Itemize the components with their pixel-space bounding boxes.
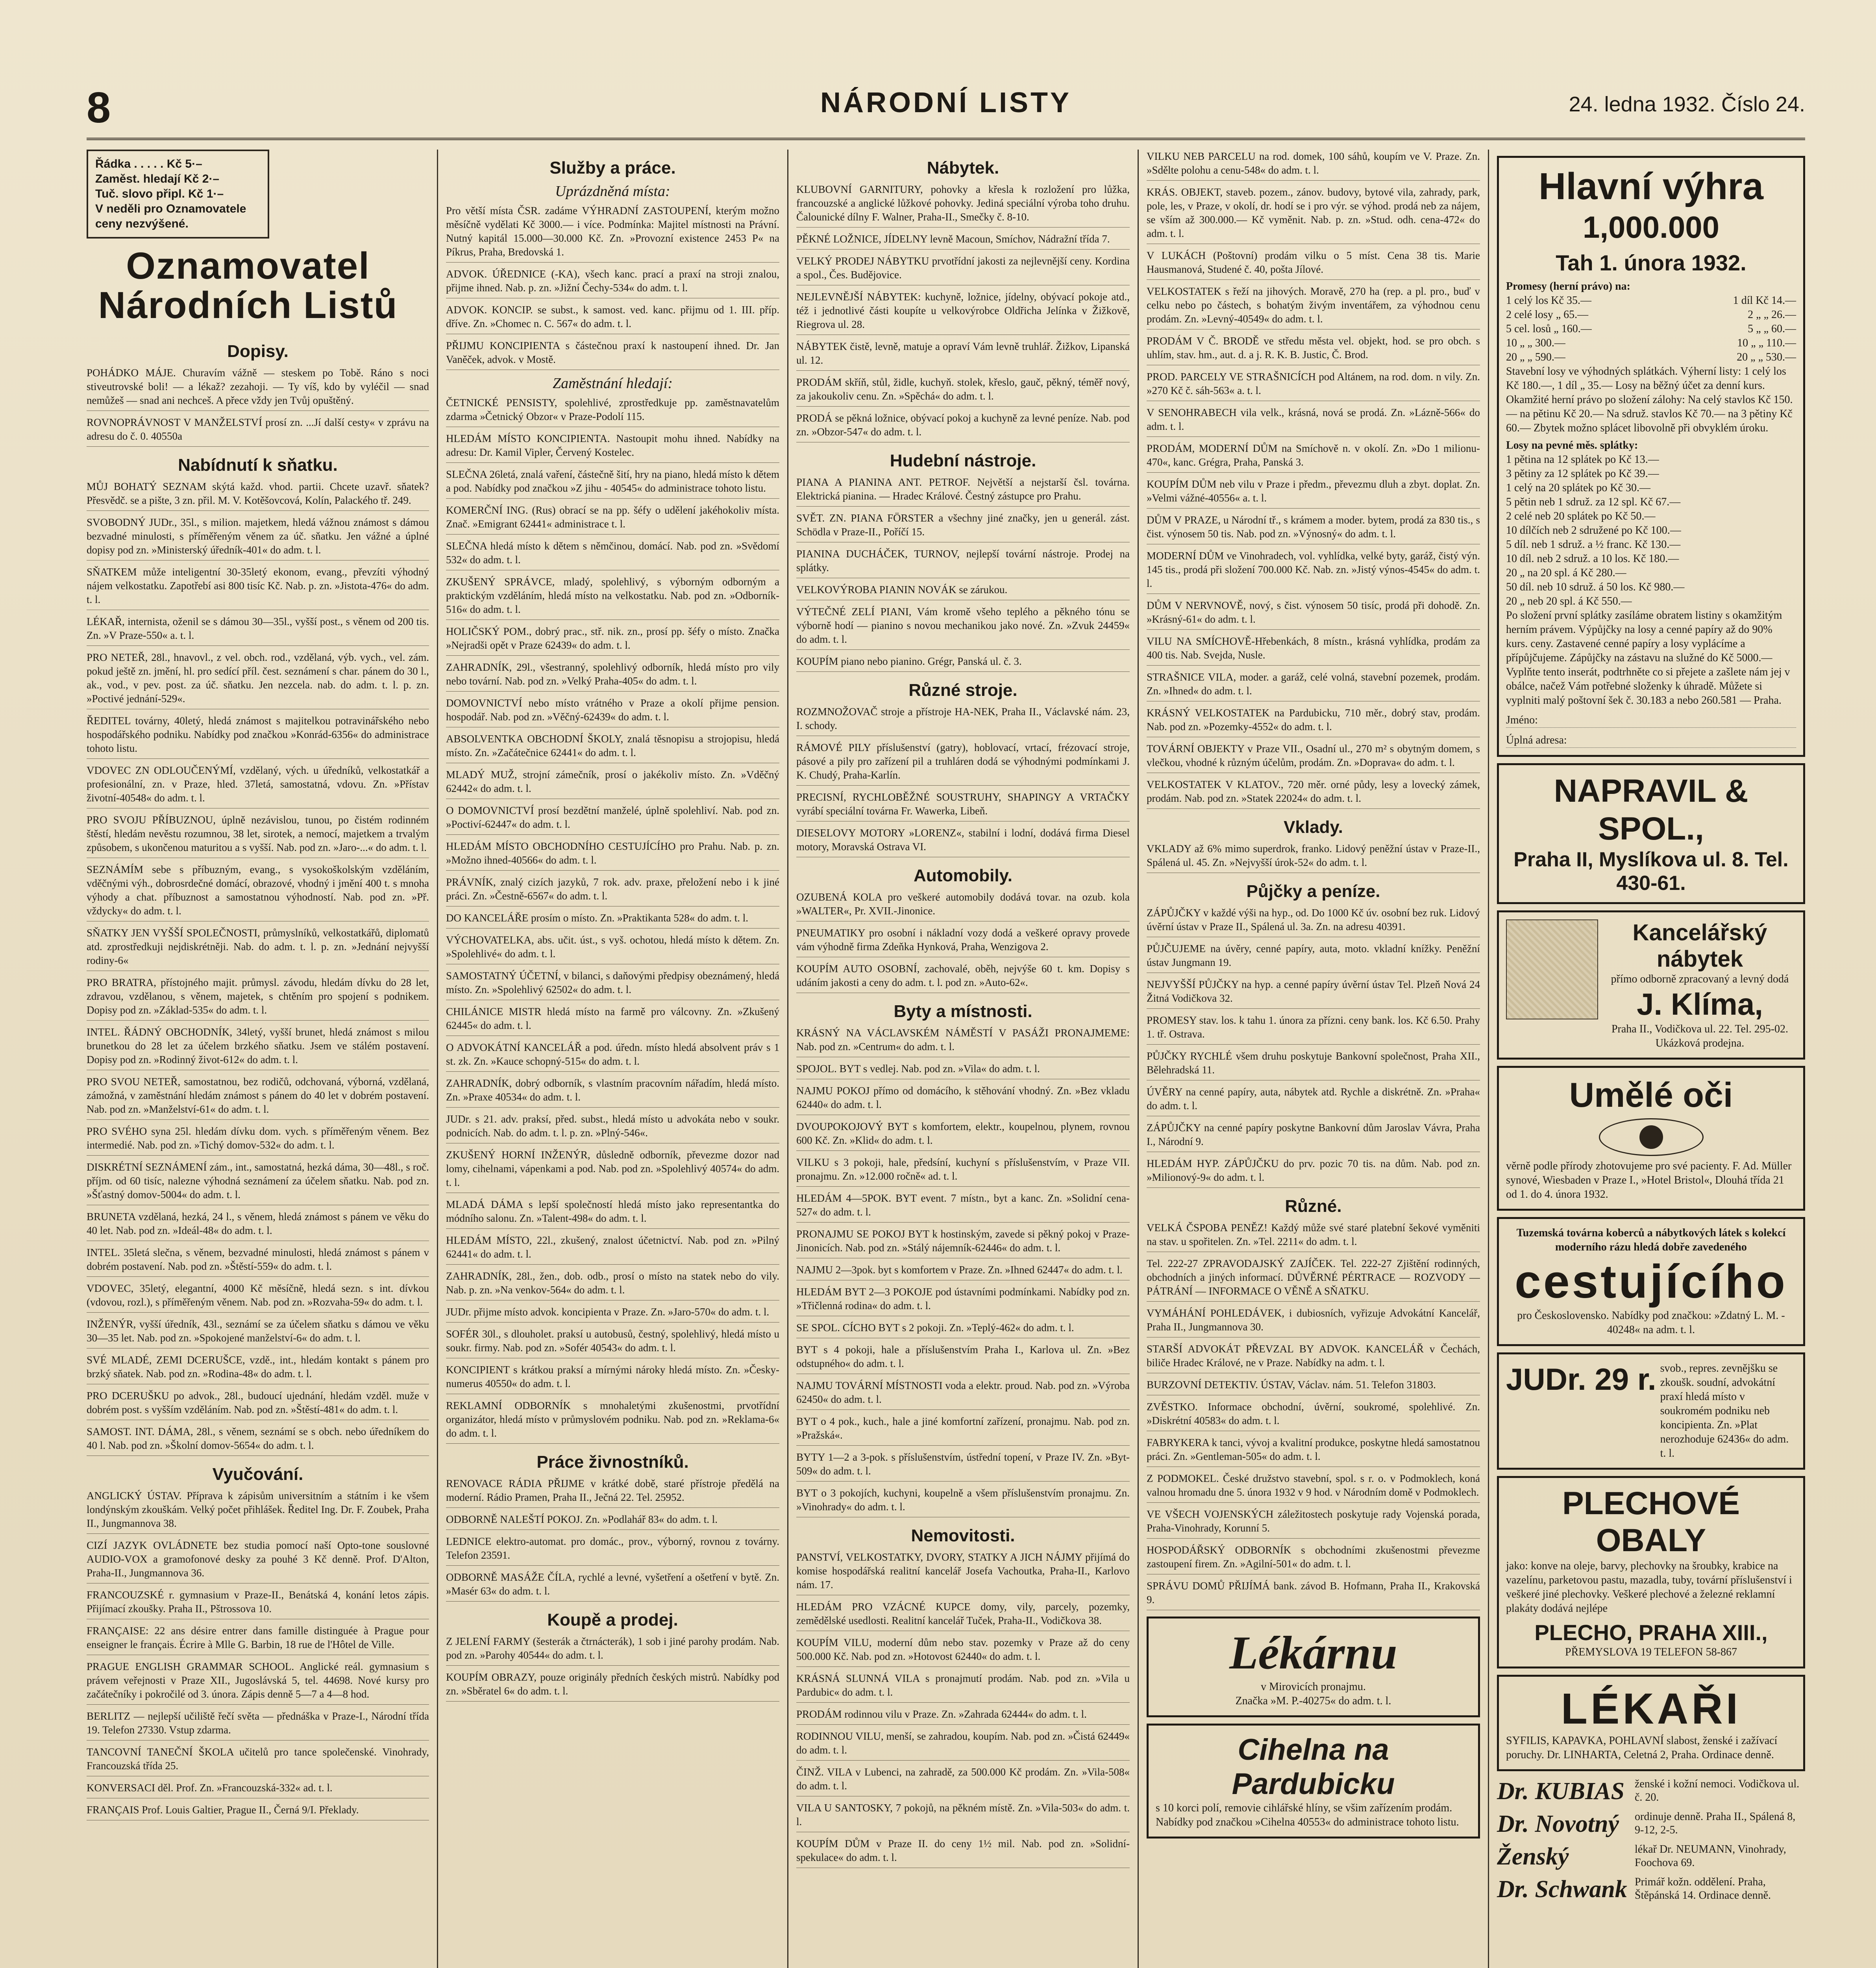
classified-ad: SLEČNA 26letá, znalá vaření, částečně šití, hry na piano, hledá místo k dětem a pod. Nabídky pod značkou »Z jihu - 40545« do administrace tohoto listu. <box>446 468 779 499</box>
ads-byty <box>796 1026 1130 1517</box>
section-title-line: Národních Listů <box>98 284 398 326</box>
ads-vklady <box>1147 842 1480 873</box>
classified-ad: VELKOSTATEK s řeží na jihových. Moravě, 270 ha (rep. a pl. pro., buď v celku nebo po částech, s bohatým živým inventářem, za výhodnou cenu prodám. Zn. »Levný-40549« do adm. t. l. <box>1147 285 1480 329</box>
promesy-cell: 10 „ „ 300.— <box>1506 337 1565 349</box>
promesy-cell: 2 „ „ 26.— <box>1748 309 1796 321</box>
classified-ad: ROZMNOŽOVAČ stroje a přístroje HA-NEK, Praha II., Václavské nám. 23, I. schody. <box>796 705 1130 736</box>
classified-ad: PRO SVOU NETEŘ, samostatnou, bez rodičů, odchovaná, výborná, vzdělaná, zámožná, v zaměstnání hledám známost s pánem do 40 let v dobrém postavení. Nab. pod zn. »Manželství-61« do adm. t. l. <box>87 1075 429 1120</box>
cestujiciho-tail: pro Československo. Nabídky pod značkou: »Zdatný L. M. - 40248« na adm. t. l. <box>1517 1310 1785 1336</box>
promesy-row <box>1506 322 1796 336</box>
classified-ad: ANGLICKÝ ÚSTAV. Příprava k zápisům universitním a státním i ke všem londýnským zkouškám. Velký počet přihlášek. Ředitel Ing. Dr. F. Zoubek, Praha II., Jungmannova 38. <box>87 1489 429 1534</box>
promesy-cell: 20 „ „ 590.— <box>1506 351 1565 363</box>
classified-ad: FRANÇAIS Prof. Louis Galtier, Prague II., Černá 9/I. Překlady. <box>87 1803 429 1820</box>
classified-ad: PIANINA DUCHÁČEK, TURNOV, nejlepší tovární nástroje. Prodej na splátky. <box>796 547 1130 578</box>
lekari-title: LÉKAŘI <box>1561 1685 1741 1733</box>
lekarna-line: Značka »M. P.-40275« do adm. t. l. <box>1235 1695 1391 1707</box>
classified-ad: ÚVĚRY na cenné papíry, auta, nábytek atd. Rychle a diskrétně. Zn. »Praha« do adm. t. l. <box>1147 1085 1480 1116</box>
classified-ad: VILKU s 3 pokoji, hale, předsíní, kuchyní s příslušenstvím, v Praze VII. pronajmu. Zn. »12.000 ročně« ad. t. l. <box>796 1156 1130 1187</box>
classified-ad: TOVÁRNÍ OBJEKTY v Praze VII., Osadní ul., 270 m² s obytným domem, s vlečkou, vhodné k různým účelům, prodám. Zn. »Doprava« do adm. t. l. <box>1147 742 1480 773</box>
classified-ad: PRECISNÍ, RYCHLOBĚŽNÉ SOUSTRUHY, SHAPINGY A VRTAČKY vyrábí speciální továrna Fr. Wawerka, Libeň. <box>796 790 1130 821</box>
classified-ad: KOUPÍM OBRAZY, pouze originály předních českých mistrů. Nabídky pod zn. »Sběratel 6« do adm. t. l. <box>446 1670 779 1702</box>
plech-ad <box>1497 1476 1805 1668</box>
heading-ruzne: Různé. <box>1285 1197 1342 1216</box>
ads-zivnost <box>446 1477 779 1602</box>
promesy-cell: 1 díl Kč 14.— <box>1733 294 1796 307</box>
classified-ad: ODBORNĚ NALEŠTÍ POKOJ. Zn. »Podlahář 83« do adm. t. l. <box>446 1513 779 1530</box>
classified-ad: RÁMOVÉ PILY příslušenství (gatry), hoblovací, vrtací, frézovací stroje, pásové a pily pro zařízení pil a truhláren dodá se výhodnými podmínkami J. K. Chudý, Praha-Karlín. <box>796 741 1130 786</box>
classified-ad: VÝCHOVATELKA, abs. učit. úst., s vyš. ochotou, hledá místo k dětem. Zn. »Spolehlivé« do adm. t. l. <box>446 933 779 964</box>
classified-ad: KONVERSACI děl. Prof. Zn. »Francouzská-332« ad. t. l. <box>87 1781 429 1798</box>
ads-nabytek <box>796 183 1130 442</box>
lekari-text: SYFILIS, KAPAVKA, POHLAVNÍ slabost, ženské i zažívací poruchy. Dr. LINHARTA, Celetná 2, Praha. Ordinace denně. <box>1506 1735 1778 1761</box>
cihelna-text: s 10 korci polí, removie cihlářské hlíny, se všim zařízením prodám. Nabídky pod značkou »Cihelna 40553« do administrace tohoto listu. <box>1156 1802 1459 1828</box>
promesy-row <box>1506 294 1796 308</box>
classified-ad: DO KANCELÁŘE prosím o místo. Zn. »Praktikanta 528« do adm. t. l. <box>446 911 779 929</box>
classified-ad: KOUPÍM DŮM neb vilu v Praze i předm., převezmu dluh a zbyt. doplat. Zn. »Velmi vážné-40556« a. t. l. <box>1147 477 1480 509</box>
umele-text: věrně podle přírody zhotovujeme pro své pacienty. F. Ad. Müller synové, Wiesbaden v Praze I., »Hotel Bristol«, Dlouhá třída 21 od 1. do 4. února 1932. <box>1506 1160 1792 1200</box>
ads-automobily <box>796 890 1130 993</box>
ads-dopisy <box>87 366 429 447</box>
classified-ad: INŽENÝR, vyšší úředník, 43l., seznámí se za účelem sňatku s dámou ve věku 30—35 let. Nab. pod zn. »Spokojené manželství-6« do adm. t. l. <box>87 1317 429 1348</box>
classified-ad: PRAGUE ENGLISH GRAMMAR SCHOOL. Anglické reál. gymnasium s právem veřejnosti v Praze XII., Jugoslávská 5, tel. 44698. Nové kursy pro začátečníky i pokročilé od 3. února. Zápis denně 5—7 a 4—8 hod. <box>87 1660 429 1705</box>
column-5 <box>1488 150 1805 1968</box>
cihelna-title: Cihelna na Pardubicku <box>1232 1733 1395 1801</box>
classified-ad: O DOMOVNICTVÍ prosí bezdětní manželé, úplně spolehliví. Nab. pod zn. »Poctiví-62447« do adm. t. l. <box>446 804 779 835</box>
kancel-title: Kancelářský nábytek <box>1632 920 1767 972</box>
classified-ad: MODERNÍ DŮM ve Vinohradech, vol. vyhlídka, velké byty, garáž, čistý výn. 145 tis., prodá při složení 700.000 Kč. Nab. zn. »Jistý výnos-4545« do adm. t. l. <box>1147 549 1480 594</box>
classified-ad: HOSPODÁŘSKÝ ODBORNÍK s obchodními zkušenostmi převezme zastoupení firem. Zn. »Agilní-501« do adm. t. l. <box>1147 1543 1480 1574</box>
heading-automobily: Automobily. <box>914 866 1012 885</box>
judr-ad <box>1497 1352 1805 1470</box>
lekarna-line: v Mirovicích pronajmu. <box>1261 1681 1366 1693</box>
classified-ad: DOMOVNICTVÍ nebo místo vrátného v Praze a okolí přijme pension. hospodář. Nab. pod zn. »Věčný-62439« do adm. t. l. <box>446 696 779 727</box>
promesy-row <box>1506 308 1796 322</box>
classified-ad: SLEČNA hledá místo k dětem s němčinou, domácí. Nab. pod zn. »Svědomí 532« do adm. t. l. <box>446 539 779 570</box>
classified-ad: ZVĚSTKO. Informace obchodní, úvěrní, soukromé, spolehlivé. Zn. »Diskrétní 40583« do adm. t. l. <box>1147 1400 1480 1431</box>
judr-big: JUDr. 29 r. <box>1506 1362 1656 1396</box>
lottery-date: Tah 1. února 1932. <box>1556 250 1746 275</box>
classified-ad: PRODÁ se pěkná ložnice, obývací pokoj a kuchyně za levné peníze. Nab. pod zn. »Obzor-547« do adm. t. l. <box>796 411 1130 442</box>
classified-ad: V LUKÁCH (Poštovní) prodám vilku o 5 míst. Cena 38 tis. Marie Hausmanová, Studené č. 40, pošta Jílové. <box>1147 249 1480 280</box>
classified-ad: PRO SVOJU PŘÍBUZNOU, úplně nezávislou, tunou, po čistém rodinném štěstí, hledám nevěstu rozumnou, 38 let, sirotek, a nemocí, majetkem a trvalým způsobem, s ukončenou maturitou a s vyšší. Nab. pod zn. »Jaro-...« do adm. t. l. <box>87 813 429 858</box>
classified-ad: ČINŽ. VILA v Lubenci, na zahradě, za 500.000 Kč prodám. Zn. »Vila-508« do adm. t. l. <box>796 1765 1130 1796</box>
classified-ad: SE SPOL. CÍCHO BYT s 2 pokoji. Zn. »Teplý-462« do adm. t. l. <box>796 1321 1130 1338</box>
classified-ad: HLEDÁM BYT 2—3 POKOJE pod ústavními podmínkami. Nabídky pod zn. »Třičlenná rodina« do adm. t. l. <box>796 1285 1130 1316</box>
classified-ad: FRANÇAISE: 22 ans désire entrer dans famille distinguée à Prague pour enseigner le français. Écrire à Mlle G. Barbin, 18 rue de l'Hôtel de Ville. <box>87 1624 429 1655</box>
classified-ad: ZÁPŮJČKY v každé výši na hyp., od. Do 1000 Kč úv. osobní bez ruk. Lidový úvěrní ústav v Praze II., Spálená ul. 3a. Zn. na adresu 40391. <box>1147 906 1480 937</box>
classified-ad: NAJMU 2—3pok. byt s komfortem v Praze. Zn. »Ihned 62447« do adm. t. l. <box>796 1263 1130 1280</box>
classified-ad: VKLADY až 6% mimo superdrok, franko. Lidový peněžní ústav v Praze-II., Spálená ul. 45. Zn. »Nejvyšší úrok-52« do adm. t. l. <box>1147 842 1480 873</box>
ads-ruzne <box>1147 1221 1480 1610</box>
doctor-ad <box>1497 1777 1805 1805</box>
classified-ad: BYTY 1—2 a 3-pok. s příslušenstvím, ústřední topení, v Praze IV. Zn. »Byt-509« do adm. t. l. <box>796 1450 1130 1482</box>
doctor-name: Ženský <box>1497 1843 1569 1870</box>
classified-ad: SAMOST. INT. DÁMA, 28l., s věnem, seznámí se s obch. nebo úředníkem do 40 l. Nab. pod zn. »Školní domov-5654« do adm. t. l. <box>87 1425 429 1456</box>
classified-ad: ZAHRADNÍK, 28l., žen., dob. odb., prosí o místo na statek nebo do vily. Nab. p. zn. »Na venkov-564« do adm. t. l. <box>446 1269 779 1300</box>
classified-ad: ZKUŠENÝ HORNÍ INŽENÝR, důsledně odborník, převezme dozor nad lomy, cihelnami, vápenkami a pod. Nab. pod zn. »Spolehlivý 40574« do adm. t. l. <box>446 1148 779 1193</box>
splatky-text: Po složení první splátky zasíláme obratem listiny s okamžitým herním právem. Výpůjčky na losy a cenné papíry až do 90% kurs. ceny. Zastavené cenné papíry a losy vyplácíme a přípůjčujeme. Zápůjčky na zástavu na služné do Kč 5000.— Vyplňte tento inserát, podtrhněte co si přejete a zašlete nám jej v obálce, načež Vám potřebné složenky k úhradě. Můžete si vyplniti malý poštovní šek č. 30.183 a nebo 260.581 — Praha. <box>1506 609 1790 707</box>
plech-text: jako: konve na oleje, barvy, plechovky na šroubky, krabice na vazelínu, parketovou pastu, mazadla, tuby, tovární příslušenství i veškeré jiné plechovky. Veškeré plechové a železné reklamní plakáty dodává nejlépe <box>1506 1560 1792 1615</box>
lottery-amount: 1,000.000 <box>1582 210 1719 244</box>
classified-ad: BYT s 4 pokoji, hale a příslušenstvím Praha I., Karlova ul. Zn. »Bez odstupného« do adm. t. l. <box>796 1343 1130 1374</box>
classified-ad: KOUPÍM VILU, moderní dům nebo stav. pozemky v Praze až do ceny 500.000 Kč. Nab. pod zn. »Hotovost 62440« do adm. t. l. <box>796 1636 1130 1667</box>
classified-ad: FABRYKERA k tanci, vývoj a kvalitní produkce, poskytne hledá samostatnou práci. Zn. »Gentleman-505« do adm. t. l. <box>1147 1436 1480 1467</box>
classified-ad: HOLIČSKÝ POM., dobrý prac., stř. nik. zn., prosí pp. šéfy o místo. Značka »Nejradši opět v Praze 62439« do adm. t. l. <box>446 625 779 656</box>
classified-ad: SVÉ MLADÉ, ZEMI DCERUŠCE, vzdě., int., hledám kontakt s pánem pro brzký sňatek. Nab. pod zn. »Rodina-48« do adm. t. l. <box>87 1353 429 1384</box>
classified-ad: LEDNICE elektro-automat. pro domác., prov., výborný, rovnou z továrny. Telefon 23591. <box>446 1535 779 1566</box>
classified-ad: KONCIPIENT s krátkou praksí a mírnými nároky hledá místo. Zn. »Česky-numerus 40550« do adm. t. l. <box>446 1363 779 1394</box>
splatky-item: 10 díl. neb 2 sdruž. a 10 los. Kč 180.— <box>1506 553 1679 565</box>
judr-text: svob., repres. zevnějšku se zkoušk. soudní, advokátní praxí hledá místo v soukromém podniku neb koncipienta. Zn. »Plat nerozhoduje 62436« do adm. t. l. <box>1660 1362 1789 1459</box>
classified-ad: ROVNOPRÁVNOST V MANŽELSTVÍ prosí zn. ...Jí další cesty« v zprávu na adresu do č. 0. 40550a <box>87 416 429 447</box>
heading-nabytek: Nábytek. <box>927 158 999 178</box>
promesy-row <box>1506 350 1796 364</box>
plech-firm: PLECHO, PRAHA XIII., <box>1534 1620 1768 1645</box>
classified-ad: SOFÉR 30l., s dlouholet. praksí u autobusů, čestný, spolehlivý, hledá místo u soukr. firmy. Nab. pod zn. »Sofér 40543« do adm. t. l. <box>446 1327 779 1358</box>
classified-ad: SPOJOL. BYT s vedlej. Nab. pod zn. »Vila« do adm. t. l. <box>796 1062 1130 1079</box>
kancel-address: Praha II., Vodičkova ul. 22. Tel. 295-02. Ukázková prodejna. <box>1611 1023 1789 1049</box>
heading-nemovitosti: Nemovitosti. <box>911 1526 1015 1545</box>
rate-line: Tuč. slovo připl. Kč 1·– <box>95 187 224 200</box>
plech-title: PLECHOVÉ OBALY <box>1562 1485 1740 1558</box>
classified-ad: ADVOK. ÚŘEDNICE (-KA), všech kanc. prací a praxí na stroji znalou, přijme ihned. Nab. p. zn. »Jižní Čechy-534« do adm. t. l. <box>446 267 779 298</box>
napravil-address: Praha II, Myslíkova ul. 8. Tel. 430-61. <box>1513 848 1789 895</box>
classified-ad: ZAHRADNÍK, dobrý odborník, s vlastním pracovním nářadím, hledá místo. Zn. »Praxe 40534« do adm. t. l. <box>446 1076 779 1108</box>
splatky-item: 5 díl. neb 1 sdruž. a ½ franc. Kč 130.— <box>1506 538 1681 551</box>
doctor-text: ordinuje denně. Praha II., Spálená 8, 9-12, 2-5. <box>1635 1811 1796 1836</box>
classified-ad: KOMERČNÍ ING. (Rus) obrací se na pp. šéfy o udělení jakéhokoliv místa. Znač. »Emigrant 62441« administrace t. l. <box>446 503 779 535</box>
classified-ad: PROMESY stav. los. k tahu 1. února za přízni. ceny bank. los. Kč 6.50. Prahy 1. tř. Ostrava. <box>1147 1014 1480 1045</box>
classified-ad: HLEDÁM MÍSTO OBCHODNÍHO CESTUJÍCÍHO pro Prahu. Nab. p. zn. »Možno ihned-40566« do adm. t. l. <box>446 840 779 871</box>
subheading-zamestnani: Zaměstnání hledají: <box>552 375 673 392</box>
heading-byty: Byty a místnosti. <box>894 1002 1032 1021</box>
classified-ad: DIESELOVY MOTORY »LORENZ«, stabilní i lodní, dodává firma Diesel motory, Moravská Ostrava VI. <box>796 826 1130 857</box>
classified-ad: PRÁVNÍK, znalý cizích jazyků, 7 rok. adv. praxe, přeložení nebo i k jiné práci. Zn. »Čestně-6567« do adm. t. l. <box>446 875 779 906</box>
classified-ad: SPRÁVU DOMŮ PŘIJÍMÁ bank. závod B. Hofmann, Praha II., Krakovská 9. <box>1147 1579 1480 1610</box>
heading-vklady: Vklady. <box>1284 818 1343 837</box>
classified-ad: NÁBYTEK čistě, levně, matuje a opraví Vám levně truhlář. Žižkov, Lipanská ul. 12. <box>796 340 1130 371</box>
lekarna-ad <box>1147 1617 1480 1717</box>
classified-ad: TANCOVNÍ TANEČNÍ ŠKOLA učitelů pro tance společenské. Vinohrady, Francouzská třída 25. <box>87 1745 429 1776</box>
splatky-item: 50 díl. neb 10 sdruž. á 50 los. Kč 980.— <box>1506 581 1685 593</box>
classified-ad: VE VŠECH VOJENSKÝCH záležitostech poskytuje rady Vojenská porada, Praha-Vinohrady, Korunní 5. <box>1147 1507 1480 1539</box>
heading-koupe: Koupě a prodej. <box>547 1610 678 1630</box>
umele-title: Umělé oči <box>1569 1075 1733 1114</box>
classified-ad: PIANA A PIANINA ANT. PETROF. Největší a nejstarší čsl. továrna. Elektrická pianina. — Hradec Králové. Čestný zástupce pro Prahu. <box>796 475 1130 507</box>
classified-ad: POHÁDKO MÁJE. Churavím vážně — steskem po Tobě. Ráno s noci stiveutrovské boli! — a lékaž? zezahoji. — Ty víš, kdo by vyléčil — snad nemůžeš — snad ani nechceš. A přece vždy jen Tvůj opuštěný. <box>87 366 429 411</box>
classified-ad: SVOBODNÝ JUDr., 35l., s milion. majetkem, hledá vážnou známost s dámou bezvadné minulosti, s příměřeným věnem za úč. sňatku. Jen vážné a úplné dopisy pod zn. »Ministerský úředník-401« do adm. t. l. <box>87 516 429 560</box>
classified-header <box>87 150 429 239</box>
splatky-item: 20 „ na 20 spl. á Kč 280.— <box>1506 567 1626 579</box>
classified-ad: O ADVOKÁTNÍ KANCELÁŘ a pod. úředn. místo hledá absolvent práv s 1 st. zk. Zn. »Kauce schopný-515« do adm. t. l. <box>446 1041 779 1072</box>
classified-ad: VILKU NEB PARCELU na rod. domek, 100 sáhů, koupím ve V. Praze. Zn. »Sdělte polohu a cenu-548« do adm. t. l. <box>1147 150 1480 181</box>
doctor-text: ženské i kožní nemoci. Vodičkova ul. č. 20. <box>1635 1778 1800 1803</box>
heading-vyucovani: Vyučování. <box>212 1465 303 1484</box>
heading-zivnost: Práce živnostníků. <box>537 1452 689 1472</box>
heading-snatky: Nabídnutí k sňatku. <box>178 455 338 475</box>
ads-real-estate <box>1147 150 1480 809</box>
issue-date: 24. ledna 1932. Číslo 24. <box>1569 92 1805 116</box>
classified-ad: PŮJČKY RYCHLÉ všem druhu poskytuje Bankovní společnost, Praha XII., Bělehradská 11. <box>1147 1049 1480 1080</box>
ads-pujcky <box>1147 906 1480 1188</box>
doctor-ad <box>1497 1810 1805 1838</box>
classified-ad: NAJMU POKOJ přímo od domácího, k stěhování vhodný. Zn. »Bez vkladu 62440« do adm. t. l. <box>796 1084 1130 1115</box>
classified-ad: OZUBENÁ KOLA pro veškeré automobily dodává tovar. na ozub. kola »WALTER«, Pr. XVII.-Jinonice. <box>796 890 1130 921</box>
classified-ad: FRANCOUZSKÉ r. gymnasium v Praze-II., Benátská 4, konání letos zápis. Přijímací zkoušky. Praha II., Pštrossova 10. <box>87 1588 429 1619</box>
heading-dopisy: Dopisy. <box>227 342 289 361</box>
classified-ad: Tel. 222-27 ZPRAVODAJSKÝ ZAJÍČEK. Tel. 222-27 Zjištění rodinných, obchodních a jiných informací. DŮVĚRNÉ PÉRTRACE — ROZVODY — PÁTRÁNÍ — INFORMACE O VĚNĚ A SŇATKU. <box>1147 1257 1480 1302</box>
cestujiciho-ad <box>1497 1217 1805 1346</box>
masthead <box>87 79 1805 140</box>
heading-sluzby: Služby a práce. <box>549 158 676 178</box>
classified-ad: ADVOK. KONCIP. se subst., k samost. ved. kanc. přijmu od 1. III. příp. dříve. Zn. »Chomec n. C. 567« do adm. t. l. <box>446 303 779 334</box>
classified-ad: SAMOSTATNÝ ÚČETNÍ, v bilanci, s daňovými předpisy obeznámený, hledá místo. Zn. »Spolehlivý 62502« do adm. t. l. <box>446 969 779 1000</box>
classified-ad: SEZNÁMÍM sebe s příbuzným, evang., s vysokoškolským vzděláním, vděčnými výh., dobrosrdečné domácí, obrazové, vhodný i jmění 400 t. s mnoha výhody a chat. příbuznost a samostatnou výhodností. Nab. pod zn. »Př. vždycky« do adm. t. l. <box>87 863 429 921</box>
classified-ad: HLEDÁM MÍSTO KONCIPIENTA. Nastoupit mohu ihned. Nabídky na adresu: Dr. Kamil Vipler, Červený Kostelec. <box>446 432 779 463</box>
classified-ad: PANSTVÍ, VELKOSTATKY, DVORY, STATKY A JICH NÁJMY přijímá do komise hospodářská realitní kancelář Josefa Vachoutka, Praha-II., Karlovo nám. 17. <box>796 1550 1130 1595</box>
column-3 <box>787 150 1130 1968</box>
doctor-ad <box>1497 1843 1805 1871</box>
doctor-name: Dr. KUBIAS <box>1497 1778 1624 1805</box>
promesy-table <box>1506 294 1796 364</box>
classified-ad: ODBORNĚ MASÁŽE ČÍLA, rychlé a levné, vyšetření a ošetření v bytě. Zn. »Masér 63« do adm. t. l. <box>446 1570 779 1602</box>
column-4 <box>1138 150 1480 1968</box>
classified-ad: KLUBOVNÍ GARNITURY, pohovky a křesla k rozložení pro lůžka, francouzské a anglické lůžkové pohovky. Jediná speciální výroba toho druhu. Čalounické dílny F. Walner, Praha-II., Smečky č. 8-10. <box>796 183 1130 228</box>
classified-ad: VDOVEC ZN ODLOUČENÝMÍ, vzdělaný, vých. u úředníků, velkostatkář a profesionální, zn. v Praze, hled. 37letá, samostatná, vdovu. Zn. »Přístav životní-40548« do adm. t. l. <box>87 764 429 808</box>
classified-ad: KRÁSNÝ VELKOSTATEK na Pardubicku, 710 měr., dobrý stav, prodám. Nab. pod zn. »Pozemky-4552« do adm. t. l. <box>1147 706 1480 737</box>
classified-ad: ZAHRADNÍK, 29l., všestranný, spolehlivý odborník, hledá místo pro vily nebo tovární. Nab. pod zn. »Velký Praha-405« do adm. t. l. <box>446 660 779 692</box>
promesy-title: Promesy (herní právo) na: <box>1506 280 1630 292</box>
classified-ad: VELKOVÝROBA PIANIN NOVÁK se zárukou. <box>796 583 1130 600</box>
classified-ad: Z JELENÍ FARMY (šesterák a čtrnácterák), 1 sob i jiné parohy prodám. Nab. pod zn. »Parohy 40544« do adm. t. l. <box>446 1635 779 1666</box>
classified-ad: RENOVACE RÁDIA PŘIJME v krátké době, staré přístroje předělá na moderní. Rádio Pramen, Praha II., Ječná 22. Tel. 25952. <box>446 1477 779 1508</box>
subheading-uprazdnena: Uprázdněná místa: <box>555 183 670 200</box>
classified-ad: DŮM V PRAZE, u Národní tř., s krámem a moder. bytem, prodá za 830 tis., s čist. výnosem 50 tis. Nab. pod zn. »Výnosný« do adm. t. l. <box>1147 513 1480 544</box>
classified-ad: BRUNETA vzdělaná, hezká, 24 l., s věnem, hledá známost s pánem ve věku do 40 let. Nab. pod zn. »Ideál-48« do adm. t. l. <box>87 1210 429 1241</box>
classified-ad: PRO BRATRA, přístojného majit. průmysl. závodu, hledám dívku do 28 let, zdravou, vzdělanou, s věnem, majetek, s chtěním pro spojení s podnikem. Dopisy pod zn. »Základ-535« do adm. t. l. <box>87 976 429 1021</box>
classified-ad: JUDr. s 21. adv. praksí, před. subst., hledá místo u advokáta nebo v soukr. podnicích. Nab. do adm. t. l. p. zn. »Plný-546«. <box>446 1112 779 1143</box>
doctor-text: Primář kožn. oddělení. Praha, Štěpánská 14. Ordinace denně. <box>1635 1876 1771 1901</box>
classified-ad: PŮJČUJEME na úvěry, cenné papíry, auta, moto. vkladní knížky. Peněžní ústav Jungmann 19. <box>1147 942 1480 973</box>
promesy-cell: 1 celý los Kč 35.— <box>1506 294 1591 307</box>
classified-ad: STRAŠNICE VILA, moder. a garáž, celé volná, stavební pozemek, prodám. Zn. »Ihned« do adm. t. l. <box>1147 670 1480 701</box>
classified-ad: SŇATKY JEN VYŠŠÍ SPOLEČNOSTI, průmyslníků, velkostatkářů, diplomatů atd. zprostředkuji nejdiskrétněji. Nab. do adm. t. l. p. zn. »Jednání nejvyšší rodiny-6« <box>87 926 429 971</box>
classified-ad: KRÁSNÝ NA VÁCLAVSKÉM NÁMĚSTÍ V PASÁŽI PRONAJMEME: Nab. pod zn. »Centrum« do adm. t. l. <box>796 1026 1130 1057</box>
classified-ad: ZKUŠENÝ SPRÁVCE, mladý, spolehlivý, s výborným odborným a praktickým vzděláním, hledá místo na velkostatku. Nab. pod zn. »Odborník-516« do adm. t. l. <box>446 575 779 620</box>
classified-ad: Pro větší místa ČSR. zadáme VÝHRADNÍ ZASTOUPENÍ, kterým možno měsíčně vydělati Kč 3000.— i více. Podmínka: Majitel místnosti na Právní. Nutný kapitál 15.000—30.000 Kč. Zn. »Provozní existence 2453 P« na Píkrus, Praha, Bredovská 1. <box>446 204 779 263</box>
cestujiciho-big: cestujícího <box>1515 1255 1787 1308</box>
promesy-text: Stavební losy ve výhodných splátkách. Výherní listy: 1 celý los Kč 180.—, 1 díl „ 35.— Losy na běžný účet za denní kurs. Okamžité herní právo po složení zálohy: Na celý stavlos Kč 150.— na pětinu Kč 20.— Na sdruž. stavlos Kč 70.— na 3 pětiny Kč 60.— Zbytek možno splácet libovolně při obvyklém úroku. <box>1506 365 1793 434</box>
classified-ad: PRONAJMU SE POKOJ BYT k hostinským, zavede si pěkný pokoj v Praze-Jinonicích. Nab. pod zn. »Stálý nájemník-62446« do adm. t. l. <box>796 1227 1130 1258</box>
classified-ad: INTEL. 35letá slečna, s věnem, bezvadné minulosti, hledá známost s pánem v dobrém postavení. Nab. pod zn. »Štěstí-559« do adm. t. l. <box>87 1246 429 1277</box>
classified-ad: ZÁPŮJČKY na cenné papíry poskytne Bankovní dům Jaroslav Vávra, Praha I., Národní 9. <box>1147 1121 1480 1152</box>
section-title <box>87 246 409 325</box>
classified-ad: KRÁSNÁ SLUNNÁ VILA s pronajmutí prodám. Nab. pod zn. »Vila u Pardubic« do adm. t. l. <box>796 1672 1130 1703</box>
classified-ad: ABSOLVENTKA OBCHODNÍ ŠKOLY, znalá těsnopisu a strojopisu, hledá místo. Zn. »Začátečnice 62441« do adm. t. l. <box>446 732 779 763</box>
doctor-name: Dr. Schwank <box>1497 1876 1627 1903</box>
classified-ad: PŘIJMU KONCIPIENTA s částečnou praxí k nastoupení ihned. Dr. Jan Vaněček, advok. v Mostě. <box>446 339 779 370</box>
classified-ad: VYMÁHÁNÍ POHLEDÁVEK, i dubiosních, vyřizuje Advokátní Kancelář, Praha II., Jungmannova 30. <box>1147 1306 1480 1337</box>
splatky-item: 1 celý na 20 splátek po Kč 30.— <box>1506 482 1651 494</box>
heading-ruzne-stroje: Různé stroje. <box>908 681 1018 700</box>
lekari-ad <box>1497 1675 1805 1771</box>
rates-box <box>87 150 269 239</box>
classified-ad: VILU NA SMÍCHOVĚ-Hřebenkách, 8 místn., krásná vyhlídka, prodám za 400 tis. Nab. Svejda, Nusle. <box>1147 634 1480 666</box>
classified-ad: PĚKNÉ LOŽNICE, JÍDELNY levně Macoun, Smíchov, Nádražní třída 7. <box>796 232 1130 250</box>
promesy-cell: 10 „ „ 110.— <box>1737 337 1796 349</box>
classified-ad: PRODÁM, MODERNÍ DŮM na Smíchově n. v okolí. Zn. »Do 1 milionu-470«, kanc. Grégra, Praha, Panská 3. <box>1147 442 1480 473</box>
classified-ad: NEJLEVNĚJŠÍ NÁBYTEK: kuchyně, ložnice, jídelny, obývací pokoje atd., též i jednotlivé části koupíte u velkovýrobce Oldřicha Jelínka v Žižkově, Riegrova ul. 28. <box>796 290 1130 335</box>
classified-ad: KRÁS. OBJEKT, staveb. pozem., zánov. budovy, bytové vila, zahrady, park, pole, les, v Praze, v okolí, dr. hodí se i pro výr. se výhod. prodá neb za nájem, se vším až 300.000.— Kč vyměnit. Nab. p. zn. »Stud. odh. cena-472« do adm. t. l. <box>1147 185 1480 244</box>
page-number: 8 <box>87 83 111 132</box>
classified-ad: PRO SVÉHO syna 25l. hledám dívku dom. vych. s příměřeným věnem. Bez intermedié. Nab. pod zn. »Tichý domov-532« do adm. t. l. <box>87 1125 429 1156</box>
classified-ad: HLEDÁM HYP. ZÁPŮJČKU do prv. pozic 70 tis. na dům. Nab. pod zn. »Milionový-9« do adm. t. l. <box>1147 1157 1480 1188</box>
classified-ad: NAJMU TOVÁRNÍ MÍSTNOSTI voda a elektr. proud. Nab. pod zn. »Výroba 62450« do adm. t. l. <box>796 1379 1130 1410</box>
classified-ad: ŘEDITEL továrny, 40letý, hledá známost s majitelkou potravinářského nebo hospodářského podniku. Nabídky pod značkou »Konrád-6356« do administrace tohoto listu. <box>87 714 429 759</box>
classified-ad: ČETNICKÉ PENSISTY, spolehlivé, zprostředkuje pp. zaměstnavatelům zdarma »Četnický Obzor« v Praze-Podolí 115. <box>446 396 779 427</box>
classified-ad: V SENOHRABECH vila velk., krásná, nová se prodá. Zn. »Lázně-566« do adm. t. l. <box>1147 406 1480 437</box>
column-1 <box>87 150 429 1968</box>
ads-koupe <box>446 1635 779 1702</box>
classified-ad: PROD. PARCELY VE STRAŠNICÍCH pod Altánem, na rod. dom. n vily. Zn. »270 Kč č. sáh-563« a. t. l. <box>1147 370 1480 401</box>
classified-ad: STARŠÍ ADVOKÁT PŘEVZAL BY ADVOK. KANCELÁŘ v Čechách, biliče Hradec Králové, ne v Praze. Nabídky na adm. t. l. <box>1147 1342 1480 1373</box>
classified-ad: INTEL. ŘÁDNÝ OBCHODNÍK, 34letý, vyšší brunet, hledá známost s milou brunetkou do 28 let za účelem brzkého sňatku. Jsem ve stálém postavení. Dopisy pod zn. »Rodinný život-612« do adm. t. l. <box>87 1025 429 1070</box>
promesy-cell: 5 „ „ 60.— <box>1748 323 1796 335</box>
classified-ad: VDOVEC, 35letý, elegantní, 4000 Kč měsíčně, hledá sezn. s int. dívkou (vdovou, rozl.), s příměřeným věnem. Nab. pod zn. »Rozvaha-59« do adm. t. l. <box>87 1282 429 1313</box>
classified-ad: CIZÍ JAZYK OVLÁDNETE bez studia pomocí naší Opto-tone souslovné AUDIO-VOX a gramofonové desky za pouhé 3 Kč denně. Prof. D'Alton, Praha-II., Jungmannova 36. <box>87 1539 429 1583</box>
classified-ad: DVOUPOKOJOVÝ BYT s komfortem, elektr., koupelnou, plynem, rovnou 600 Kč. Zn. »Klid« do adm. t. l. <box>796 1120 1130 1151</box>
ads-zamestnani <box>446 396 779 1444</box>
classified-ad: NEJVYŠŠÍ PŮJČKY na hyp. a cenné papíry úvěrní ústav Tel. Plzeň Nová 24 Žitná Vodičkova 32. <box>1147 978 1480 1009</box>
rate-line: Řádka . . . . . Kč 5·– <box>95 157 202 170</box>
classified-ad: MŮJ BOHATÝ SEZNAM skýtá každ. vhod. partii. Chcete uzavř. sňatek? Přesvědč. se a pište, 3 zn. přil. M. V. Kotěšovcová, Kolín, Palackého tř. 249. <box>87 480 429 511</box>
ads-hudebni <box>796 475 1130 672</box>
splatky-item: 20 „ neb 20 spl. á Kč 550.— <box>1506 595 1632 607</box>
ads-ruzne-stroje <box>796 705 1130 857</box>
kancel-sub: přímo odborně zpracovaný a levný dodá <box>1611 973 1789 985</box>
classified-ad: MLADÁ DÁMA s lepší společností hledá místo jako representantka do módního salonu. Zn. »Talent-498« do adm. t. l. <box>446 1198 779 1229</box>
classified-ad: LÉKAŘ, internista, oženil se s dámou 30—35l., vyšší post., s věnem od 200 tis. Zn. »V Praze-550« a. t. l. <box>87 615 429 646</box>
ads-snatky <box>87 480 429 1456</box>
name-field-label: Jméno: <box>1506 713 1796 728</box>
napravil-ad <box>1497 763 1805 904</box>
ads-nemovitosti <box>796 1550 1130 1868</box>
classified-ad: PRODÁM rodinnou vilu v Praze. Zn. »Zahrada 62444« do adm. t. l. <box>796 1707 1130 1725</box>
doctor-text: lékař Dr. NEUMANN, Vinohrady, Foochova 69. <box>1635 1843 1786 1869</box>
plech-address: PŘEMYSLOVA 19 TELEFON 58-867 <box>1565 1646 1737 1658</box>
classified-ad: HLEDÁM MÍSTO, 22l., zkušený, znalost účetnictví. Nab. pod zn. »Pilný 62441« do adm. t. l. <box>446 1234 779 1265</box>
umele-oci-ad <box>1497 1066 1805 1211</box>
doctor-ad <box>1497 1876 1805 1903</box>
lekarna-title: Lékárnu <box>1229 1626 1397 1679</box>
classified-ad: REKLAMNÍ ODBORNÍK s mnohaletými zkušenostmi, prvotřídní organizátor, hledá místo v průmyslovém podniku. Nab. pod zn. »Reklama-6« do adm. t. l. <box>446 1399 779 1444</box>
doctor-name: Dr. Novotný <box>1497 1811 1619 1837</box>
classified-ad: PRODÁM V Č. BRODĚ ve středu města vel. objekt, hod. se pro obch. s uhlím, stav. hm., aut. d. a j. R. K. B. Justic, Č. Brod. <box>1147 334 1480 365</box>
classified-ad: SŇATKEM může inteligentní 30-35letý ekonom, evang., převzíti výhodný nájem velkostatku. Zapotřebí asi 800 tisíc Kč. Nab. p. zn. »Jistota-476« do adm. t. l. <box>87 565 429 610</box>
splatky-list <box>1506 453 1796 609</box>
classified-ad: PRO NETEŘ, 28l., hnavovl., z vel. obch. rod., vzdělaná, výb. vych., vel. zám. pokud ještě zn. jmění, hl. pro sedící příl. čest. seznámení s char. pánem do 30 l., ak., vod., v pev. post. za úč. sňatku. Jen nezcela. nab. do adm. t. l. p. zn. »Poctivé jednání-529«. <box>87 651 429 709</box>
classified-ad: VELKOSTATEK V KLATOV., 720 měr. orné půdy, lesy a lovecký zámek, prodám. Nab. pod zn. »Statek 22024« do adm. t. l. <box>1147 778 1480 809</box>
splatky-item: 10 dílčích neb 2 sdružené po Kč 100.— <box>1506 524 1681 536</box>
classified-ad: RODINNOU VILU, menší, se zahradou, koupím. Nab. pod zn. »Čistá 62449« do adm. t. l. <box>796 1729 1130 1761</box>
classified-ad: KOUPÍM piano nebo pianino. Grégr, Panská ul. č. 3. <box>796 655 1130 672</box>
promesy-cell: 20 „ „ 530.— <box>1737 351 1796 363</box>
ads-vyucovani <box>87 1489 429 1820</box>
classified-ad: BYT o 4 pok., kuch., hale a jiné komfortní zařízení, pronajmu. Nab. pod zn. »Pražská«. <box>796 1415 1130 1446</box>
promesy-cell: 5 cel. losů „ 160.— <box>1506 323 1592 335</box>
heading-hudebni: Hudební nástroje. <box>890 451 1036 470</box>
splatky-item: 5 pětin neb 1 sdruž. za 12 spl. Kč 67.— <box>1506 496 1681 508</box>
classified-ad: PRO DCERUŠKU po advok., 28l., budoucí ujednání, hledám vzděl. muže v dobrém post. s vyšším vzděláním. Nab. pod zn. »Štěstí-481« do adm. t. l. <box>87 1389 429 1420</box>
column-2 <box>437 150 779 1968</box>
classified-ad: HLEDÁM PRO VZÁCNÉ KUPCE domy, vily, parcely, pozemky, zemědělské usedlosti. Realitní kancelář Tuček, Praha-II., Vodičkova 38. <box>796 1600 1130 1631</box>
newspaper-title: NÁRODNÍ LISTY <box>820 87 1071 118</box>
doctor-ads <box>1497 1777 1805 1903</box>
classified-ad: KOUPÍM AUTO OSOBNÍ, zachovalé, oběh, nejvýše 60 t. km. Dopisy s udáním jakosti a ceny do adm. t. l. pod zn. »Auto-62«. <box>796 962 1130 993</box>
classified-ad: BYT o 3 pokojích, kuchyni, koupelně a všem příslušenstvím pronajmu. Zn. »Vinohrady« do adm. t. l. <box>796 1486 1130 1517</box>
desk-illustration <box>1506 919 1598 1019</box>
classified-ad: JUDr. přijme místo advok. koncipienta v Praze. Zn. »Jaro-570« do adm. t. l. <box>446 1305 779 1322</box>
splatky-title: Losy na pevné měs. splátky: <box>1506 439 1638 451</box>
classified-ad: PRODÁM skříň, stůl, židle, kuchyň. stolek, křeslo, gauč, pěkný, téměř nový, za jakoukoliv cenu. Zn. »Spěchá« do adm. t. l. <box>796 375 1130 407</box>
splatky-item: 3 pětiny za 12 splátek po Kč 39.— <box>1506 468 1659 480</box>
ads-uprazdnena <box>446 204 779 370</box>
classified-ad: SVĚT. ZN. PIANA FÖRSTER a všechny jiné značky, jen u generál. zást. Schödla v Praze-II., Poříčí 15. <box>796 511 1130 542</box>
napravil-name: NAPRAVIL & SPOL., <box>1554 773 1748 847</box>
classified-ad: HLEDÁM 4—5POK. BYT event. 7 místn., byt a kanc. Zn. »Solidní cena-527« do adm. t. l. <box>796 1191 1130 1223</box>
rate-line: Zaměst. hledají Kč 2·– <box>95 172 220 185</box>
heading-pujcky: Půjčky a peníze. <box>1246 882 1380 901</box>
classified-ad: Z PODMOKEL. České družstvo stavební, spol. s r. o. v Podmoklech, koná valnou hromadu dne 5. února 1932 v 9 hod. v Národním domě v Podmoklech. <box>1147 1472 1480 1503</box>
splatky-item: 2 celé neb 20 splátek po Kč 50.— <box>1506 510 1656 522</box>
classified-ad: VELKÁ ČSPOBA PENĚZ! Každý může své staré platební šekové vyměniti na stav. u spořitelen. Zn. »Tel. 2211« do adm. t. l. <box>1147 1221 1480 1252</box>
classified-ad: DISKRÉTNÍ SEZNÁMENÍ zám., int., samostatná, hezká dáma, 30—48l., s roč. příjm. od 60 tisíc, nalezne výhodná seznámení za účelem sňatku. Nab. pod zn. »Šťastný domov-5004« do adm. t. l. <box>87 1160 429 1205</box>
promesy-row <box>1506 336 1796 350</box>
section-title-line: Oznamovatel <box>126 245 370 287</box>
lottery-title: Hlavní výhra <box>1539 165 1763 207</box>
lottery-ad <box>1497 156 1805 757</box>
kancel-ad <box>1497 910 1805 1060</box>
classified-ad: VILA U SANTOSKY, 7 pokojů, na pěkném místě. Zn. »Vila-503« do adm. t. l. <box>796 1801 1130 1832</box>
address-field-label: Úplná adresa: <box>1506 733 1796 748</box>
promesy-cell: 2 celé losy „ 65.— <box>1506 309 1589 321</box>
cestujiciho-lead: Tuzemská továrna koberců a nábytkových látek s kolekcí moderního rázu hledá dobře zavedeného <box>1516 1227 1786 1253</box>
cihelna-ad <box>1147 1724 1480 1839</box>
eye-icon <box>1599 1118 1704 1156</box>
classified-ad: PNEUMATIKY pro osobní i nákladní vozy dodá a veškeré opravy provede vám výhodně firma Zdeňka Hynková, Praha, Wenzigova 2. <box>796 926 1130 957</box>
splatky-item: 1 pětina na 12 splátek po Kč 13.— <box>1506 453 1659 466</box>
classified-ad: BERLITZ — nejlepší učiliště řečí světa — přednáška v Praze-I., Národní třída 19. Telefon 27330. Vstup zdarma. <box>87 1709 429 1740</box>
classified-ad: MLADÝ MUŽ, strojní zámečník, prosí o jakékoliv místo. Zn. »Vděčný 62442« do adm. t. l. <box>446 768 779 799</box>
classified-ad: KOUPÍM DŮM v Praze II. do ceny 1½ mil. Nab. pod zn. »Solidní-spekulace« do adm. t. l. <box>796 1837 1130 1868</box>
rate-note: V neděli pro Oznamovatele ceny nezvýšené. <box>95 202 246 230</box>
classified-ad: BURZOVNÍ DETEKTIV. ÚSTAV, Václav. nám. 51. Telefon 31803. <box>1147 1378 1480 1395</box>
kancel-firm: J. Klíma, <box>1637 987 1763 1021</box>
classified-ad: VELKÝ PRODEJ NÁBYTKU prvotřídní jakosti za nejlevnější ceny. Kordina a spol., Čes. Budějovice. <box>796 254 1130 285</box>
classified-ad: DŮM V NERVNOVĚ, nový, s čist. výnosem 50 tisíc, prodá při dohodě. Zn. »Krásný-61« do adm. t. l. <box>1147 599 1480 630</box>
classified-ad: CHILÁNICE MISTR hledá místo na farmě pro válcovny. Zn. »Zkušený 62445« do adm. t. l. <box>446 1005 779 1036</box>
classified-ad: VÝTEČNÉ ZELÍ PIANI, Vám kromě všeho teplého a pěkného tónu se výborně hodí — pianino s novou mechanikou jako nové. Zn. »Zvuk 24459« do adm. t. l. <box>796 605 1130 650</box>
